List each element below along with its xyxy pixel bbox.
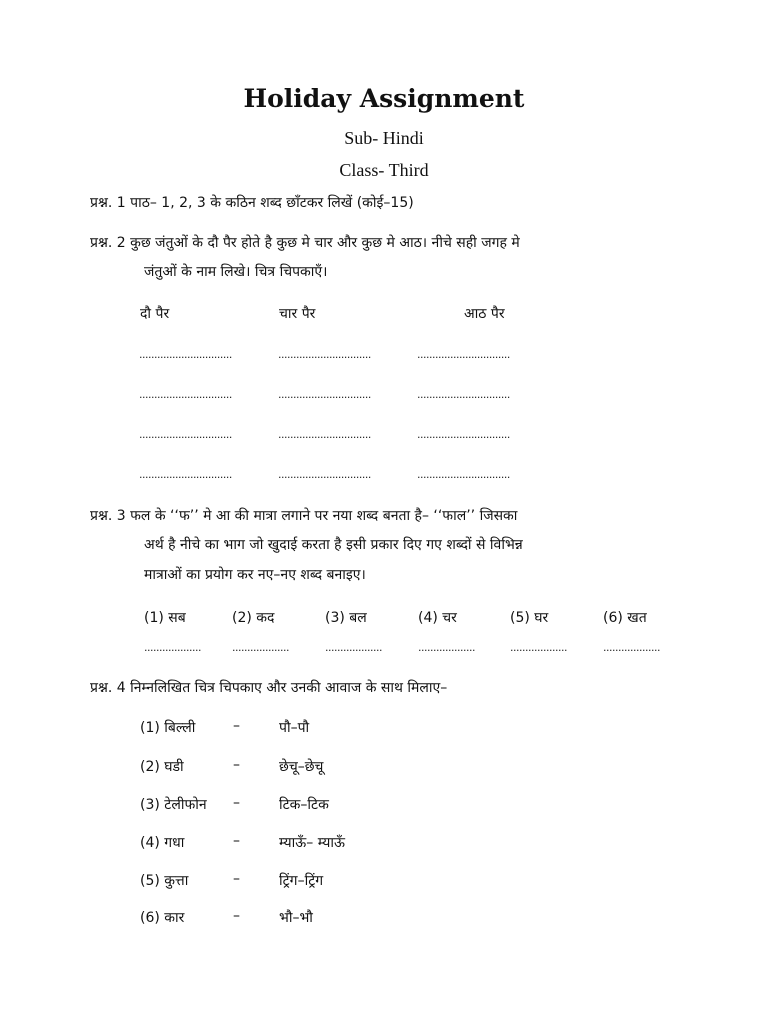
blank-line[interactable]: ............................... [278, 468, 371, 481]
word-blank[interactable]: ................... [510, 641, 567, 654]
blank-line[interactable]: ............................... [139, 468, 232, 481]
match-sound: म्याऊँ– म्याऊँ [279, 835, 346, 851]
word-item: (2) कद [232, 610, 275, 626]
class-line: Class- Third [339, 160, 429, 180]
word-blank[interactable]: ................... [418, 641, 475, 654]
question-3-line-1: प्रश्न. 3 फल के ‘‘फ’’ मे आ की मात्रा लगाने पर नया शब्द बनता है– ‘‘फाल’’ जिसका [90, 508, 518, 524]
blank-line[interactable]: ............................... [278, 428, 371, 441]
match-sound: ट्रिंग–ट्रिंग [279, 873, 324, 889]
word-item: (5) घर [510, 610, 549, 626]
column-eight-legs: आठ पैर [464, 306, 505, 322]
question-2-line-1: प्रश्न. 2 कुछ जंतुओं के दौ पैर होते है कुछ मे चार और कुछ मे आठ। नीचे सही जगह मे [90, 235, 520, 251]
blank-line[interactable]: ............................... [139, 388, 232, 401]
match-item: (4) गधा [140, 835, 185, 851]
match-item: (3) टेलीफोन [140, 797, 207, 813]
question-4: प्रश्न. 4 निम्नलिखित चित्र चिपकाए और उनकी आवाज के साथ मिलाए– [90, 680, 448, 696]
word-blank[interactable]: ................... [325, 641, 382, 654]
match-dash: – [233, 718, 240, 734]
match-sound: छेचू–छेचू [279, 759, 324, 775]
blank-line[interactable]: ............................... [278, 348, 371, 361]
blank-line[interactable]: ............................... [417, 428, 510, 441]
match-item: (5) कुत्ता [140, 873, 189, 889]
match-item: (6) कार [140, 910, 185, 926]
word-item: (6) खत [603, 610, 647, 626]
column-two-legs: दौ पैर [140, 306, 170, 322]
question-3-line-3: मात्राओं का प्रयोग कर नए–नए शब्द बनाइए। [144, 567, 366, 583]
word-item: (4) चर [418, 610, 457, 626]
match-sound: भौ–भौ [279, 910, 313, 926]
match-item: (1) बिल्ली [140, 720, 196, 736]
match-dash: – [233, 795, 240, 811]
question-2-line-2: जंतुओं के नाम लिखे। चित्र चिपकाएँ। [144, 264, 328, 280]
blank-line[interactable]: ............................... [139, 428, 232, 441]
page-title: Holiday Assignment [243, 84, 525, 113]
match-dash: – [233, 833, 240, 849]
word-blank[interactable]: ................... [144, 641, 201, 654]
question-3-line-2: अर्थ है नीचे का भाग जो खुदाई करता है इसी प्रकार दिए गए शब्दों से विभिन्न [144, 537, 523, 553]
match-item: (2) घडी [140, 759, 184, 775]
subject-line: Sub- Hindi [344, 128, 424, 148]
blank-line[interactable]: ............................... [417, 348, 510, 361]
column-four-legs: चार पैर [279, 306, 316, 322]
match-dash: – [233, 871, 240, 887]
match-sound: पौ–पौ [279, 720, 310, 736]
match-dash: – [233, 757, 240, 773]
word-item: (1) सब [144, 610, 186, 626]
blank-line[interactable]: ............................... [417, 468, 510, 481]
blank-line[interactable]: ............................... [417, 388, 510, 401]
blank-line[interactable]: ............................... [139, 348, 232, 361]
word-blank[interactable]: ................... [603, 641, 660, 654]
question-1: प्रश्न. 1 पाठ– 1, 2, 3 के कठिन शब्द छाँटकर लिखें (कोई–15) [90, 195, 414, 211]
match-sound: टिक–टिक [279, 797, 329, 813]
match-dash: – [233, 908, 240, 924]
word-item: (3) बल [325, 610, 367, 626]
word-blank[interactable]: ................... [232, 641, 289, 654]
blank-line[interactable]: ............................... [278, 388, 371, 401]
